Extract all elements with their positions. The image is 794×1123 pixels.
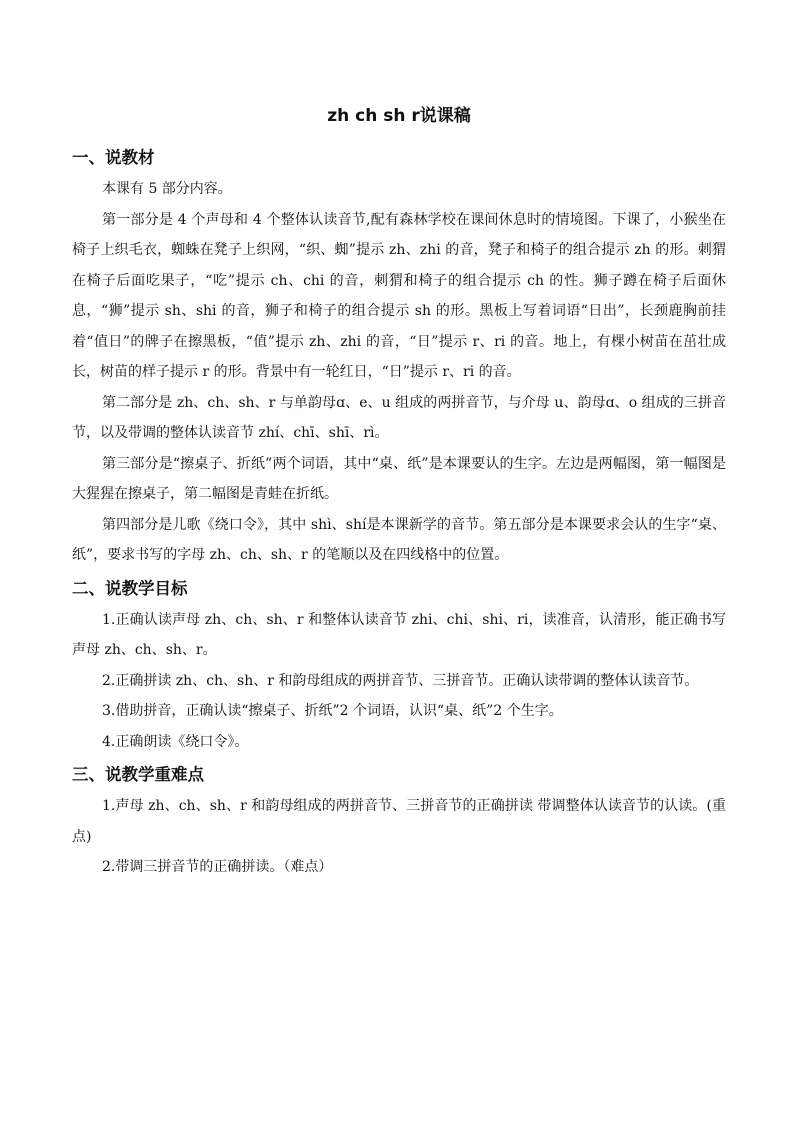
section-teaching-goals [72, 573, 726, 758]
paragraph: 第三部分是“擦桌子、折纸”两个词语，其中“桌、纸”是本课要认的生字。左边是两幅图，第一幅图是大猩猩在擦桌子，第二幅图是青蛙在折纸。 [72, 455, 726, 502]
document-title: zh ch sh r说课稿 [327, 106, 471, 126]
section-key-difficulties [72, 759, 726, 883]
section-heading: 一、说教材 [72, 148, 155, 167]
paragraph: 第四部分是儿歌《绕口令》，其中 shì、shí是本课新学的音节。第五部分是本课要求会认的生字“桌、纸”，要求书写的字母 zh、ch、sh、r 的笔顺以及在四线格中的位置。 [72, 516, 726, 563]
paragraph: 2.正确拼读 zh、ch、sh、r 和韵母组成的两拼音节、三拼音节。正确认读带调的整体认读音节。 [102, 672, 699, 689]
paragraph: 本课有 5 部分内容。 [102, 181, 232, 197]
paragraph: 第二部分是 zh、ch、sh、r 与单韵母ɑ、e、u 组成的两拼音节，与介母 u、韵母ɑ、o 组成的三拼音节，以及带调的整体认读音节 zhí、chī、shī、rì。 [72, 394, 726, 441]
paragraph: 1.正确认读声母 zh、ch、sh、r 和整体认读音节 zhi、chi、shi、ri，读准音，认清形，能正确书写声母 zh、ch、sh、r。 [72, 611, 726, 658]
document-page [72, 100, 726, 885]
section-heading: 三、说教学重难点 [72, 765, 204, 784]
section-heading: 二、说教学目标 [72, 578, 188, 598]
paragraph: 2.带调三拼音节的正确拼读。（难点） [102, 859, 333, 875]
paragraph: 1.声母 zh、ch、sh、r 和韵母组成的两拼音节、三拼音节的正确拼读 带调整体认读音节的认读。(重点) [72, 798, 726, 845]
paragraph: 4.正确朗读《绕口令》。 [102, 733, 249, 750]
section-teaching-material [72, 142, 726, 571]
paragraph: 第一部分是 4 个声母和 4 个整体认读音节,配有森林学校在课间休息时的情境图。下课了，小猴坐在椅子上织毛衣，蜘蛛在凳子上织网，“织、蜘”提示 zh、zhi 的音，凳子和椅子的组合提示 zh 的形。刺猬在椅子后面吃果子，“吃”提示 ch、chi 的音，刺猬和椅子的组合提示 ch 的性。狮子蹲在椅子后面休息，“狮”提示 sh、shi 的音，狮子和椅子的组合提示 sh 的形。黑板上写着词语“日出”，长颈鹿胸前挂着“值日”的牌子在擦黑板，“值”提示 zh、zhi 的音，“日”提示 r、ri 的音。地上，有棵小树苗在茁壮成长，树苗的样子提示 r 的形。背景中有一轮红日，“日”提示 r、ri 的音。 [72, 211, 726, 380]
paragraph: 3.借助拼音，正确认读“擦桌子、折纸”2 个词语，认识“桌、纸”2 个生字。 [102, 703, 563, 719]
